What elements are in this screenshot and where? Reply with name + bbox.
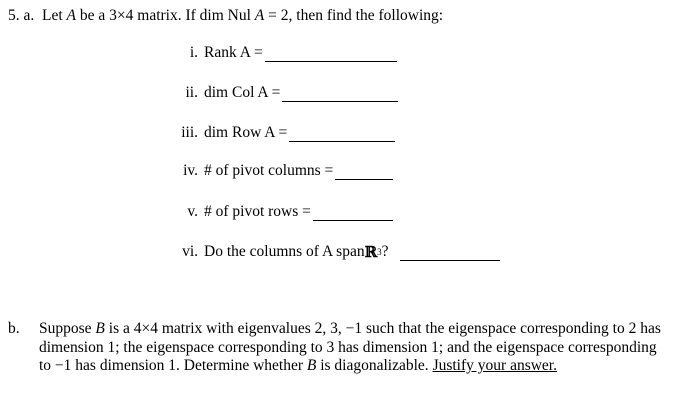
item-pivot-columns [164, 162, 393, 180]
item-dim-row [164, 124, 395, 142]
item-text: # of pivot columns = [204, 162, 334, 179]
item-number: iii. [181, 124, 198, 141]
item-number: vi. [182, 243, 198, 260]
answer-blank-dim-row[interactable] [289, 125, 395, 142]
question-5b-text: Suppose B is a 4×4 matrix with eigenvalues 2, 3, −1 such that the eigenspace corresponding to 2 has dimension 1; the eigenspace corresponding to 3 has dimension 1; and the eigenspace corresponding to −1 has dimension 1. Determine whether B is diagonalizable. Justify your answer. [39, 320, 661, 374]
item-text: # of pivot rows = [204, 203, 311, 220]
item-rank [164, 44, 397, 62]
item-text: dim Col A = [204, 84, 281, 101]
answer-blank-pivot-columns[interactable] [335, 163, 393, 180]
item-number: i. [189, 44, 198, 61]
answer-blank-pivot-rows[interactable] [313, 204, 393, 221]
item-pivot-rows [164, 203, 393, 221]
justify-instruction: Justify your answer. [432, 357, 557, 374]
item-number: iv. [183, 162, 198, 179]
answer-blank-rank[interactable] [265, 45, 397, 62]
answer-blank-span[interactable] [400, 244, 500, 261]
item-text: dim Row A = [204, 124, 288, 141]
item-dim-col [164, 84, 398, 102]
answer-blank-dim-col[interactable] [282, 85, 398, 102]
item-number: ii. [185, 84, 198, 101]
question-label: 5. a. [8, 7, 35, 24]
item-number: v. [187, 203, 198, 220]
item-text: Rank A = [204, 44, 263, 61]
question-5b [8, 320, 668, 376]
exponent: 3 [377, 247, 382, 257]
real-numbers-symbol: ℝ [364, 243, 378, 261]
item-text: Do the columns of A span [204, 243, 365, 260]
question-5a-heading: 5. a. Let A be a 3×4 matrix. If dim Nul A = 2, then find the following: [8, 7, 444, 24]
item-span-question: vi. Do the columns of A span ℝ 3 ? [164, 243, 500, 261]
question-label: b. [8, 320, 20, 337]
